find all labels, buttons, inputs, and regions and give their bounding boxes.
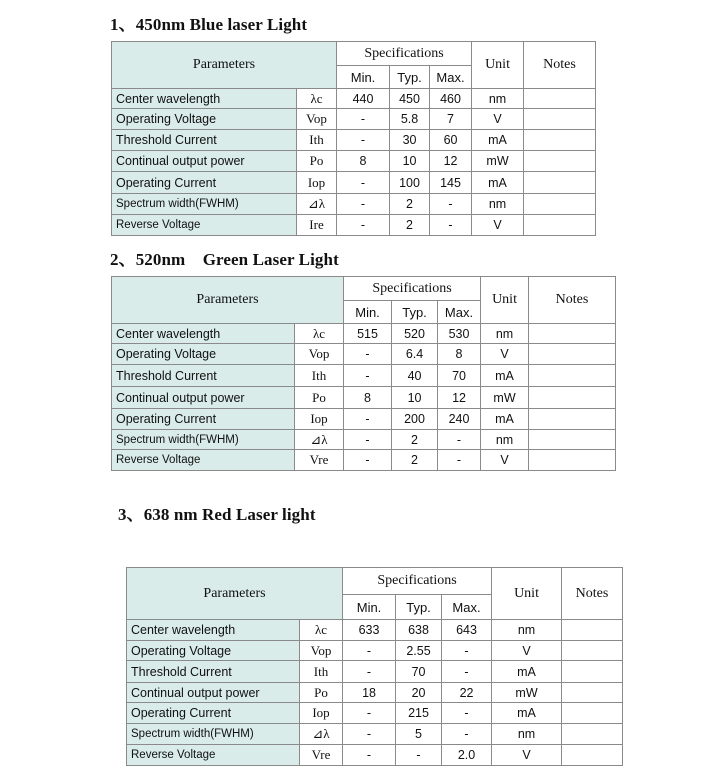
parameter-name: Center wavelength — [127, 620, 300, 641]
parameter-symbol: Po — [295, 387, 344, 409]
value-min: - — [343, 641, 396, 661]
header-max: Max. — [430, 66, 472, 89]
table-row — [127, 620, 623, 641]
value-max: - — [442, 661, 492, 683]
parameter-symbol: Iop — [300, 703, 343, 724]
value-unit: mW — [472, 151, 524, 172]
section-title-green: 2、520nm Green Laser Light — [110, 250, 339, 269]
table-row — [112, 409, 616, 430]
header-row — [127, 568, 623, 595]
header-specifications: Specifications — [337, 42, 472, 66]
value-typ: 638 — [396, 620, 442, 641]
value-unit: V — [472, 215, 524, 236]
parameter-name: Continual output power — [112, 387, 295, 409]
value-typ: 2 — [392, 430, 438, 450]
value-notes — [529, 450, 616, 471]
table-row — [112, 387, 616, 409]
table-row — [112, 194, 596, 215]
table-row — [112, 324, 616, 344]
parameter-symbol: Vop — [297, 109, 337, 130]
header-specifications: Specifications — [344, 277, 481, 301]
header-min: Min. — [344, 301, 392, 324]
spec-table-red — [126, 567, 623, 766]
value-min: - — [344, 430, 392, 450]
value-notes — [524, 151, 596, 172]
parameter-symbol: ⊿λ — [300, 724, 343, 745]
value-notes — [562, 703, 623, 724]
parameter-name: Operating Current — [112, 409, 295, 430]
value-unit: nm — [472, 194, 524, 215]
value-min: - — [344, 365, 392, 387]
value-notes — [562, 641, 623, 661]
table-row — [112, 365, 616, 387]
value-min: - — [337, 109, 390, 130]
value-max: - — [430, 194, 472, 215]
value-unit: mA — [492, 703, 562, 724]
value-typ: 100 — [390, 172, 430, 194]
value-unit: mW — [492, 683, 562, 703]
value-max: 12 — [438, 387, 481, 409]
parameter-name: Center wavelength — [112, 324, 295, 344]
value-min: - — [343, 724, 396, 745]
value-unit: nm — [472, 89, 524, 109]
header-notes: Notes — [562, 568, 623, 620]
parameter-symbol: Vre — [295, 450, 344, 471]
value-max: 643 — [442, 620, 492, 641]
value-max: 12 — [430, 151, 472, 172]
value-notes — [562, 661, 623, 683]
header-specifications: Specifications — [343, 568, 492, 595]
parameter-symbol: Po — [297, 151, 337, 172]
table-row — [112, 89, 596, 109]
parameter-name: Operating Current — [127, 703, 300, 724]
parameter-name: Operating Current — [112, 172, 297, 194]
table-row — [127, 641, 623, 661]
value-min: 8 — [337, 151, 390, 172]
header-typ: Typ. — [392, 301, 438, 324]
parameter-name: Continual output power — [112, 151, 297, 172]
value-unit: mW — [481, 387, 529, 409]
header-row — [112, 42, 596, 66]
table-row — [127, 724, 623, 745]
value-typ: 10 — [392, 387, 438, 409]
value-unit: mA — [481, 365, 529, 387]
header-min: Min. — [337, 66, 390, 89]
parameter-name: Spectrum width(FWHM) — [112, 430, 295, 450]
value-typ: 520 — [392, 324, 438, 344]
parameter-symbol: Iop — [295, 409, 344, 430]
value-unit: nm — [492, 724, 562, 745]
value-max: - — [430, 215, 472, 236]
value-unit: V — [492, 641, 562, 661]
header-parameters: Parameters — [112, 277, 344, 324]
header-notes: Notes — [529, 277, 616, 324]
value-notes — [529, 324, 616, 344]
spec-table-blue — [111, 41, 596, 236]
value-notes — [529, 344, 616, 365]
header-notes: Notes — [524, 42, 596, 89]
value-max: 22 — [442, 683, 492, 703]
value-max: - — [438, 450, 481, 471]
value-typ: 2 — [390, 194, 430, 215]
value-typ: 6.4 — [392, 344, 438, 365]
parameter-name: Spectrum width(FWHM) — [112, 194, 297, 215]
header-max: Max. — [442, 595, 492, 620]
parameter-name: Reverse Voltage — [127, 745, 300, 766]
parameter-name: Operating Voltage — [112, 344, 295, 365]
spec-table-green — [111, 276, 616, 471]
value-min: - — [337, 172, 390, 194]
table-row — [112, 450, 616, 471]
value-notes — [524, 172, 596, 194]
value-typ: 70 — [396, 661, 442, 683]
value-unit: nm — [492, 620, 562, 641]
table-row — [112, 109, 596, 130]
table-row — [127, 683, 623, 703]
value-notes — [524, 89, 596, 109]
value-notes — [524, 194, 596, 215]
value-unit: mA — [472, 172, 524, 194]
value-typ: 2 — [390, 215, 430, 236]
parameter-name: Spectrum width(FWHM) — [127, 724, 300, 745]
value-max: - — [442, 724, 492, 745]
parameter-symbol: Po — [300, 683, 343, 703]
header-unit: Unit — [492, 568, 562, 620]
value-unit: mA — [492, 661, 562, 683]
value-notes — [562, 620, 623, 641]
parameter-name: Threshold Current — [127, 661, 300, 683]
value-max: - — [438, 430, 481, 450]
header-parameters: Parameters — [112, 42, 337, 89]
value-typ: 20 — [396, 683, 442, 703]
value-min: - — [343, 745, 396, 766]
table-row — [112, 344, 616, 365]
parameter-symbol: Ire — [297, 215, 337, 236]
parameter-name: Threshold Current — [112, 365, 295, 387]
value-typ: 30 — [390, 130, 430, 151]
value-unit: nm — [481, 430, 529, 450]
value-typ: 5.8 — [390, 109, 430, 130]
header-max: Max. — [438, 301, 481, 324]
value-max: 2.0 — [442, 745, 492, 766]
value-unit: V — [472, 109, 524, 130]
value-typ: 10 — [390, 151, 430, 172]
parameter-symbol: λc — [295, 324, 344, 344]
value-typ: 215 — [396, 703, 442, 724]
value-notes — [529, 387, 616, 409]
value-unit: V — [481, 450, 529, 471]
value-max: 7 — [430, 109, 472, 130]
header-unit: Unit — [472, 42, 524, 89]
value-notes — [529, 409, 616, 430]
value-notes — [524, 215, 596, 236]
value-min: - — [344, 450, 392, 471]
value-unit: V — [481, 344, 529, 365]
header-parameters: Parameters — [127, 568, 343, 620]
value-unit: V — [492, 745, 562, 766]
parameter-symbol: Ith — [297, 130, 337, 151]
table-row — [127, 745, 623, 766]
value-min: 515 — [344, 324, 392, 344]
table-row — [127, 661, 623, 683]
value-unit: nm — [481, 324, 529, 344]
value-min: - — [337, 215, 390, 236]
section-title-blue: 1、450nm Blue laser Light — [110, 15, 308, 34]
value-min: - — [337, 130, 390, 151]
table-row — [112, 430, 616, 450]
value-min: - — [344, 409, 392, 430]
value-typ: 200 — [392, 409, 438, 430]
table-row — [112, 215, 596, 236]
parameter-symbol: Vop — [300, 641, 343, 661]
value-notes — [529, 430, 616, 450]
value-typ: 2 — [392, 450, 438, 471]
parameter-name: Threshold Current — [112, 130, 297, 151]
parameter-name: Center wavelength — [112, 89, 297, 109]
value-notes — [562, 683, 623, 703]
parameter-symbol: Ith — [295, 365, 344, 387]
value-max: - — [442, 641, 492, 661]
value-min: 18 — [343, 683, 396, 703]
value-max: 70 — [438, 365, 481, 387]
value-typ: 450 — [390, 89, 430, 109]
value-notes — [562, 724, 623, 745]
value-max: 8 — [438, 344, 481, 365]
value-max: 145 — [430, 172, 472, 194]
value-notes — [524, 109, 596, 130]
header-unit: Unit — [481, 277, 529, 324]
value-min: - — [343, 703, 396, 724]
value-unit: mA — [472, 130, 524, 151]
header-typ: Typ. — [396, 595, 442, 620]
parameter-symbol: Vre — [300, 745, 343, 766]
parameter-symbol: ⊿λ — [297, 194, 337, 215]
value-min: - — [337, 194, 390, 215]
value-min: 440 — [337, 89, 390, 109]
value-typ: 5 — [396, 724, 442, 745]
value-min: 633 — [343, 620, 396, 641]
value-unit: mA — [481, 409, 529, 430]
header-min: Min. — [343, 595, 396, 620]
parameter-symbol: λc — [300, 620, 343, 641]
value-typ: 2.55 — [396, 641, 442, 661]
parameter-name: Reverse Voltage — [112, 215, 297, 236]
parameter-symbol: Vop — [295, 344, 344, 365]
value-min: - — [344, 344, 392, 365]
table-row — [112, 151, 596, 172]
parameter-symbol: ⊿λ — [295, 430, 344, 450]
header-typ: Typ. — [390, 66, 430, 89]
value-max: - — [442, 703, 492, 724]
table-row — [112, 130, 596, 151]
parameter-symbol: λc — [297, 89, 337, 109]
table-row — [112, 172, 596, 194]
value-max: 240 — [438, 409, 481, 430]
table-row — [127, 703, 623, 724]
value-typ: 40 — [392, 365, 438, 387]
value-max: 460 — [430, 89, 472, 109]
value-max: 60 — [430, 130, 472, 151]
section-title-red: 3、638 nm Red Laser light — [118, 505, 316, 524]
value-min: - — [343, 661, 396, 683]
value-notes — [529, 365, 616, 387]
header-row — [112, 277, 616, 301]
value-notes — [524, 130, 596, 151]
parameter-name: Reverse Voltage — [112, 450, 295, 471]
parameter-name: Operating Voltage — [112, 109, 297, 130]
value-min: 8 — [344, 387, 392, 409]
parameter-symbol: Ith — [300, 661, 343, 683]
parameter-name: Continual output power — [127, 683, 300, 703]
value-notes — [562, 745, 623, 766]
parameter-symbol: Iop — [297, 172, 337, 194]
parameter-name: Operating Voltage — [127, 641, 300, 661]
value-typ: - — [396, 745, 442, 766]
value-max: 530 — [438, 324, 481, 344]
